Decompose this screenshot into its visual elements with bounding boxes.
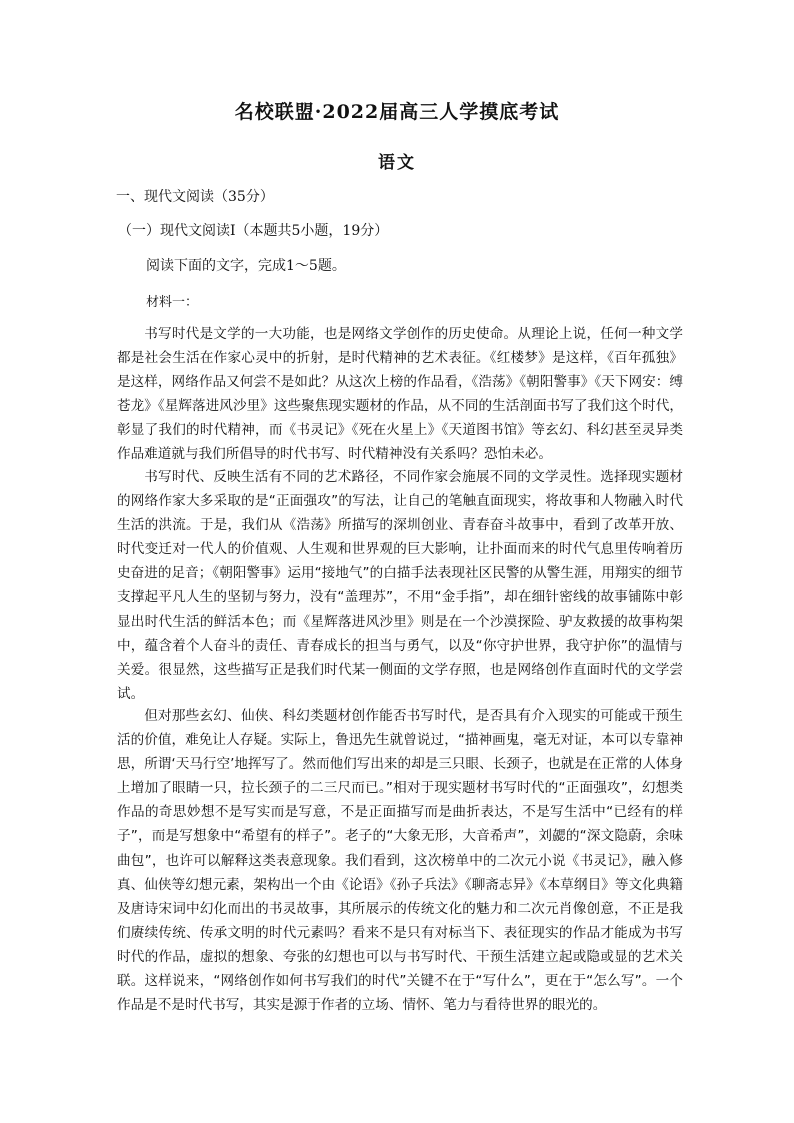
paragraph-2: 书写时代、反映生活有不同的艺术路径，不同作家会施展不同的文学灵性。选择现实题材的网络作家大多采取的是“正面强攻”的写法，让自己的笔触直面现实，将故事和人物融入时代生活的洪流。于是，我们从《浩荡》所描写的深圳创业、青春奋斗故事中，看到了改革开放、时代变迁对一代人的价值观、人生观和世界观的巨大影响，让扑面而来的时代气息里传响着历史奋进的足音；《朝阳警事》运用“接地气”的白描手法表现社区民警的从警生涯，用翔实的细节支撑起平凡人生的坚韧与努力，没有“盖理苏”，不用“金手指”，却在细针密线的故事铺陈中彰显出时代生活的鲜活本色；而《星辉落进风沙里》则是在一个沙漠探险、驴友救援的故事构架中，蕴含着个人奋斗的责任、青春成长的担当与勇气，以及“你守护世界，我守护你”的温情与关爱。很显然，这些描写正是我们时代某一侧面的文学存照，也是网络创作直面时代的文学尝试。 bbox=[117, 469, 683, 702]
reading-instruction: 阅读下面的文字，完成1～5题。 bbox=[146, 258, 346, 274]
paragraph-3: 但对那些玄幻、仙侠、科幻类题材创作能否书写时代，是否具有介入现实的可能或干预生活的价值，难免让人存疑。实际上，鲁迅先生就曾说过，“描神画鬼，毫无对证，本可以专靠神思，所谓‘天马行空’地挥写了。然而他们写出来的却是三只眼、长颈子，也就是在正常的人体身上增加了眼睛一只，拉长颈子的二三尺而已。”相对于现实题材书写时代的“正面强攻”，幻想类作品的奇思妙想不是写实而是写意，不是正面描写而是曲折表达，不是写生活中“已经有的样子”，而是写想象中“希望有的样子”。老子的“大象无形，大音希声”，刘勰的“深文隐蔚，余味曲包”，也许可以解释这类表意现象。我们看到，这次榜单中的二次元小说《书灵记》，融入修真、仙侠等幻想元素，架构出一个由《论语》《孙子兵法》《聊斋志异》《本草纲目》等文化典籍及唐诗宋词中幻化而出的书灵故事，其所展示的传统文化的魅力和二次元肖像创意，不正是我们赓续传统、传承文明的时代元素吗？看来不是只有对标当下、表征现实的作品才能成为书写时代的作品，虚拟的想象、夸张的幻想也可以与书写时代、干预生活建立起或隐或显的艺术关联。这样说来，“网络创作如何书写我们的时代”关键不在于“写什么”，更在于“怎么写”。一个作品是不是时代书写，其实是源于作者的立场、情怀、笔力与看待世界的眼光的。 bbox=[117, 708, 683, 1014]
material-label: 材料一： bbox=[146, 295, 199, 310]
subject-heading: 语文 bbox=[378, 153, 416, 173]
sub-section-heading: （一）现代文阅读Ⅰ（本题共5小题，19分） bbox=[118, 223, 389, 239]
paragraph-1: 书写时代是文学的一大功能，也是网络文学创作的历史使命。从理论上说，任何一种文学都是社会生活在作家心灵中的折射，是时代精神的艺术表征。《红楼梦》是这样，《百年孤独》是这样，网络作品又何尝不是如此？从这次上榜的作品看，《浩荡》《朝阳警事》《天下网安：缚苍龙》《星辉落进风沙里》这些聚焦现实题材的作品，从不同的生活剖面书写了我们这个时代，彰显了我们的时代精神，而《书灵记》《死在火星上》《天道图书馆》等玄幻、科幻甚至灵异类作品难道就与我们所倡导的时代书写、时代精神没有关系吗？恐怕未必。 bbox=[117, 326, 683, 463]
exam-title: 名校联盟·2022届高三人学摸底考试 bbox=[234, 101, 560, 123]
section-heading: 一、现代文阅读（35分） bbox=[116, 189, 274, 205]
